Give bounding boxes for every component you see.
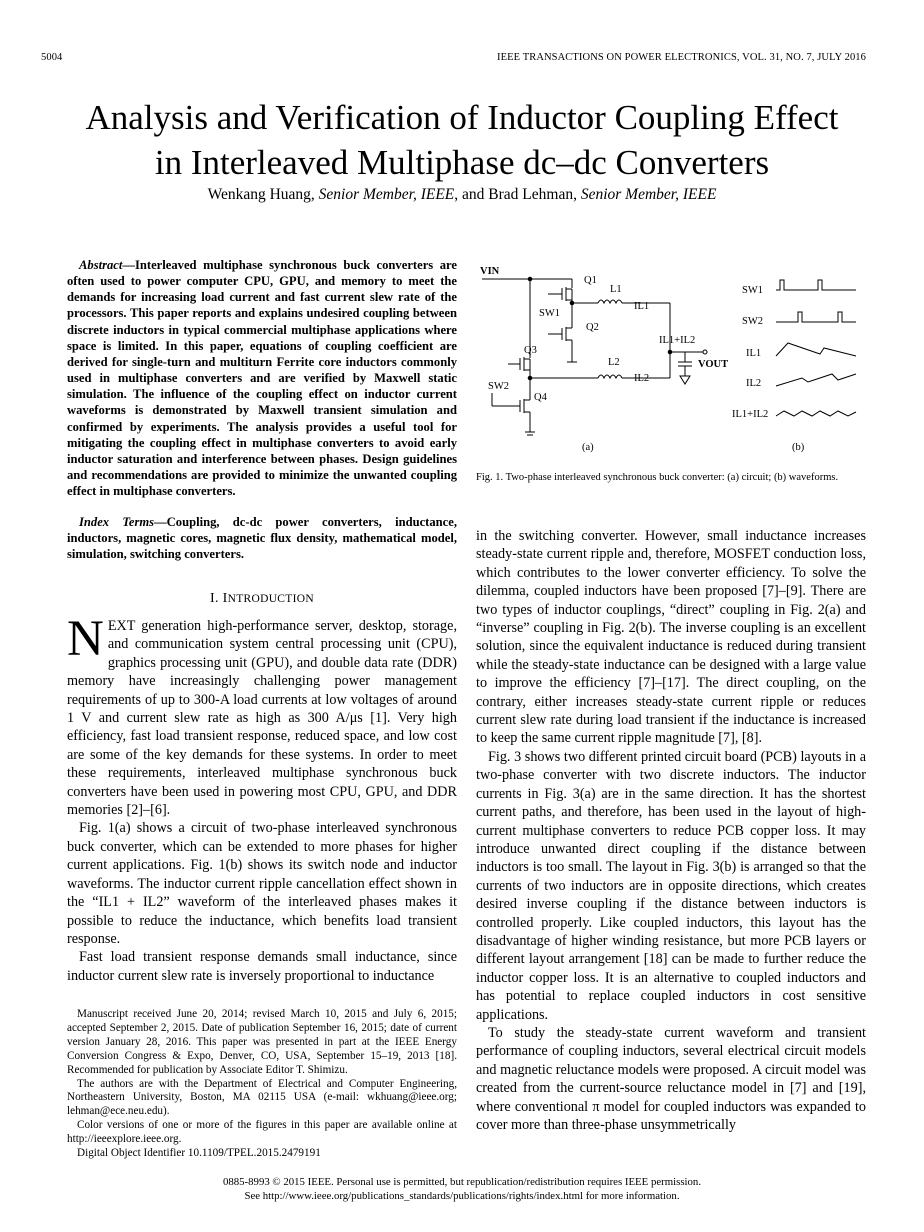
copyright-notice [0, 1175, 924, 1203]
label-il2: IL2 [634, 373, 650, 384]
footnote-doi: Digital Object Identifier 10.1109/TPEL.2015.2479191 [77, 1147, 321, 1160]
label-il1: IL1 [634, 301, 650, 312]
right-paragraph-3: To study the steady-state current waveform and transient performance of coupling inductors, several electrical circuit models and magnetic reluctance models were proposed. A circuit model was created from the current-source reluctance model in [7] and [19], where conventional π model for coupled inductors was expanded to cover more than three-phase unsymmetrically [476, 1024, 866, 1133]
footnote-color: Color versions of one or more of the figures in this paper are available online at http://ieeexplore.ieee.org. [67, 1119, 457, 1146]
author-1-role: Senior Member, IEEE [318, 186, 455, 203]
copyright-line-1: 0885-8993 © 2015 IEEE. Personal use is permitted, but republication/redistribution requires IEEE permission. [222, 1176, 702, 1188]
index-terms: Index Terms—Coupling, dc-dc power converters, inductance, inductors, magnetic cores, magnetic flux density, mathematical model, simulation, switching converters. [67, 515, 457, 562]
label-q1: Q1 [584, 275, 597, 286]
author-conjunction: , and [454, 186, 489, 203]
section-heading [67, 591, 457, 607]
figure-1-caption: Fig. 1. Two-phase interleaved synchronous buck converter: (a) circuit; (b) waveforms. [476, 472, 839, 483]
intro-paragraph-1: NEXT generation high-performance server, desktop, storage, and communication system central processing unit (CPU), graphics processing unit (GPU), and double data rate (DDR) memory have increasingly challenging power management requirements of up to 300-A load currents at low voltages of around 1 V and current slew rate as high as 300 A/μs [1]. Very high efficiency, fast load transient response, reduced space, and low cost are some of the key demands for these systems. In order to meet these requirements, interleaved multiphase synchronous buck converters have been used in powering most CPU, GPU, and DDR memories [2]–[6]. [67, 611, 457, 819]
intro-paragraph-2: Fig. 1(a) shows a circuit of two-phase interleaved synchronous buck converter, which can be extended to more phases for higher current applications. Fig. 1(b) shows its switch node and inductor waveforms. The inductor current ripple cancellation effect shown in the “IL1 + IL2” waveform of the interleaved phases makes it possible to reduce the inductance, which benefits load transient response. [67, 820, 457, 947]
abstract-text: Interleaved multiphase synchronous buck converters are often used to power computer CPU, GPU, and memory to meet the demands for increasing load current and fast current slew rate of the processors. This paper reports and explains undesired coupling between discrete inductors in typical commercial multiphase applications where space is limited. In this paper, equations of coupling coefficient are derived for single-turn and multiturn Ferrite core inductors commonly used in multiphase converters and are verified by Maxwell static simulation. The influence of the coupling effect on inductor current waveforms is demonstrated by Maxwell transient simulation and confirmed by experiments. The analysis provides a useful tool for mitigating the coupling effect in multiphase converters to avoid early inductor saturation and interference between phases. Design guidelines and recommendations are provided to minimize the unwanted coupling effect in multiphase converters. [67, 258, 457, 499]
page-number: 5004 [41, 52, 63, 63]
title-line-1: Analysis and Verification of Inductor Coupling Effect [85, 98, 839, 137]
label-l1: L1 [610, 284, 622, 295]
title-line-2: in Interleaved Multiphase dc–dc Converters [154, 143, 770, 182]
footnotes [67, 1008, 457, 1161]
label-a: (a) [582, 442, 594, 453]
journal-header: IEEE TRANSACTIONS ON POWER ELECTRONICS, VOL. 31, NO. 7, JULY 2016 [497, 52, 866, 63]
right-paragraph-2: Fig. 3 shows two different printed circuit board (PCB) layouts in a two-phase converter with two discrete inductors. The inductor currents in Fig. 3(a) are in the same direction. It has the shortest current paths, and therefore, has been used in the layout of high-current multiphase converters to reduce PCB copper loss. It may introduce unwanted direct coupling if the distance between inductors is too small. The layout in Fig. 3(b) is arranged so that the currents of two inductors are in opposite directions, which creates desired inverse coupling if the distance between inductors is controlled properly. Like coupled inductors, this layout has the disadvantage of higher winding resistance, but more PCB layers or different layout arrangement [18] can be made to further reduce the inductor copper loss. It is an alternative to coupled inductors and has potential to replace coupled inductors in cost sensitive applications. [476, 748, 866, 1023]
label-b: (b) [792, 442, 805, 453]
author-line: Wenkang Huang, Senior Member, IEEE, and Brad Lehman, Senior Member, IEEE [207, 186, 717, 203]
author-2-role: Senior Member, IEEE [580, 186, 717, 203]
abstract-label: Abstract [79, 258, 123, 272]
copyright-line-2: See http://www.ieee.org/publications_standards/publications/rights/index.html for more information. [244, 1190, 680, 1202]
section-title-first: I [222, 591, 228, 606]
label-q3: Q3 [524, 345, 537, 356]
figure-1 [478, 258, 868, 458]
label-q4: Q4 [534, 392, 547, 403]
section-title-rest: NTRODUCTION [227, 593, 314, 605]
intro-paragraph-3: Fast load transient response demands small inductance, since inductor current slew rate is inversely proportional to inductance [67, 949, 457, 984]
footnote-manuscript: Manuscript received June 20, 2014; revised March 10, 2015 and July 6, 2015; accepted September 2, 2015. Date of publication September 16, 2015; date of current version January 28, 2016. This paper was presented in part at the IEEE Energy Conversion Congress & Expo, Denver, CO, USA, September 15–19, 2013 [18]. Recommended for publication by Associate Editor T. Shimizu. [67, 1008, 457, 1076]
wave-label-il1: IL1 [746, 348, 762, 359]
footnote-affiliation: The authors are with the Department of Electrical and Computer Engineering, Northeastern University, Boston, MA 02115 USA (e-mail: wkhuang@ieee.org; lehman@ece.neu.edu). [67, 1077, 457, 1118]
label-sw2: SW2 [488, 381, 509, 392]
wave-label-sum: IL1+IL2 [732, 409, 769, 420]
wave-label-sw1: SW1 [742, 285, 763, 296]
paper-title [40, 95, 884, 185]
drop-cap: N [67, 611, 104, 667]
label-q2: Q2 [586, 322, 599, 333]
label-l2: L2 [608, 357, 620, 368]
wave-label-sw2: SW2 [742, 316, 763, 327]
label-il-sum: IL1+IL2 [659, 335, 696, 346]
section-numeral: I. [210, 591, 219, 606]
label-sw1: SW1 [539, 308, 560, 319]
label-vout: VOUT [698, 359, 729, 370]
index-terms-text: Coupling, dc-dc power converters, inductance, inductors, magnetic cores, magnetic flux density, mathematical model, simulation, switching converters. [67, 515, 457, 562]
author-2: Brad Lehman [488, 186, 574, 203]
left-column-body [67, 611, 457, 985]
author-1: Wenkang Huang [207, 186, 311, 203]
index-terms-label: Index Terms [79, 515, 155, 529]
wave-label-il2: IL2 [746, 378, 762, 389]
right-paragraph-1: in the switching converter. However, small inductance increases steady-state current ripple and, therefore, MOSFET conduction loss, which contributes to the lower converter efficiency. To solve the dilemma, coupled inductors have been proposed [7]–[9]. There are two types of inductor couplings, “direct” coupling in Fig. 2(a) and “inverse” coupling in Fig. 2(b). The inverse coupling is an excellent solution, since the equivalent inductance is reduced during transient while the steady-state inductance can be designed with a large value to improve the efficiency [7]–[17]. The direct coupling, on the contrary, either increases steady-state current ripple or reduces current slew rate during load transient if the inductance is increased to keep the same current ripple magnitude [7], [8]. [476, 528, 866, 747]
right-column-body [476, 527, 866, 1134]
label-vin: VIN [480, 266, 500, 277]
abstract: Abstract—Interleaved multiphase synchronous buck converters are often used to power computer CPU, GPU, and memory to meet the demands for increasing load current and fast current slew rate of the processors. This paper reports and explains undesired coupling between discrete inductors in typical commercial multiphase applications where space is limited. In this paper, equations of coupling coefficient are derived for single-turn and multiturn Ferrite core inductors commonly used in multiphase converters and are verified by Maxwell static simulation. The influence of the coupling effect on inductor current waveforms is demonstrated by Maxwell transient simulation and confirmed by experiments. The analysis provides a useful tool for mitigating the coupling effect in multiphase converters to avoid early inductor saturation and interference between phases. Design guidelines and recommendations are provided to minimize the unwanted coupling effect in multiphase converters. [67, 258, 457, 499]
